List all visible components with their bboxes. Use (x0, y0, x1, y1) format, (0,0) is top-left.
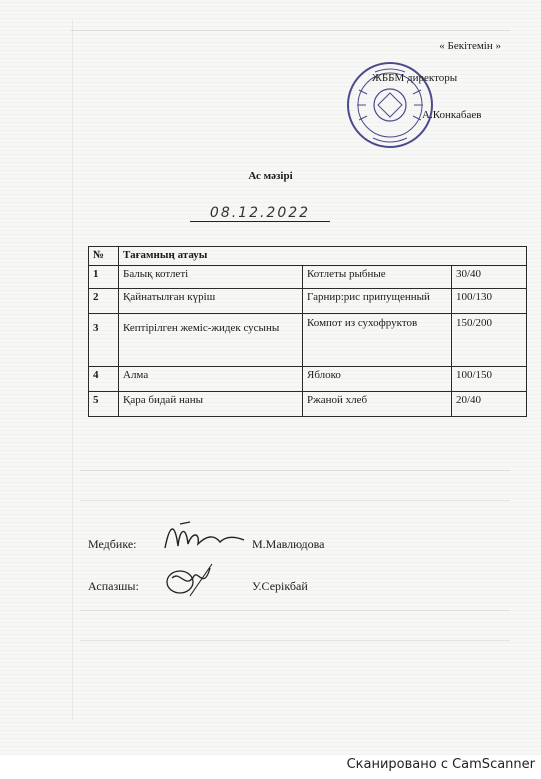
director-title: ЖББМ директоры (372, 72, 458, 84)
row-number: 3 (89, 314, 119, 367)
approve-label: « Бекітемін » (439, 40, 501, 52)
column-header-dish-name: Тағамның атауы (119, 247, 527, 266)
dish-name-kazakh: Балық котлеті (119, 266, 303, 289)
menu-table (88, 246, 527, 417)
table-row (89, 289, 527, 314)
dish-name-kazakh: Алма (119, 367, 303, 392)
menu-date: 08.12.2022 (190, 205, 330, 222)
dish-name-russian: Яблоко (303, 367, 452, 392)
nurse-name: М.Мавлюдова (252, 537, 325, 551)
portion-size: 100/150 (452, 367, 527, 392)
dish-name-russian: Ржаной хлеб (303, 392, 452, 417)
menu-title: Ас мәзірі (248, 170, 293, 182)
row-number: 5 (89, 392, 119, 417)
portion-size: 100/130 (452, 289, 527, 314)
scanner-watermark: Сканировано с CamScanner (346, 757, 535, 772)
nurse-signature-icon (160, 518, 250, 558)
row-number: 4 (89, 367, 119, 392)
dish-name-russian: Котлеты рыбные (303, 266, 452, 289)
dish-name-russian: Гарнир:рис припущенный (303, 289, 452, 314)
cook-name: У.Серікбай (252, 579, 308, 593)
table-row (89, 392, 527, 417)
row-number: 1 (89, 266, 119, 289)
table-header-row (89, 247, 527, 266)
portion-size: 20/40 (452, 392, 527, 417)
nurse-label: Медбике: (88, 537, 137, 551)
cook-label: Аспазшы: (88, 579, 139, 593)
table-row (89, 367, 527, 392)
table-row (89, 266, 527, 289)
dish-name-russian: Компот из сухофруктов (303, 314, 452, 367)
column-header-number: № (89, 247, 119, 266)
dish-name-kazakh: Кептірілген жеміс-жидек сусыны (119, 314, 303, 367)
table-row (89, 314, 527, 367)
director-name: А.Конкабаев (422, 109, 482, 121)
row-number: 2 (89, 289, 119, 314)
cook-signature-icon (160, 560, 220, 600)
portion-size: 150/200 (452, 314, 527, 367)
dish-name-kazakh: Қара бидай наны (119, 392, 303, 417)
portion-size: 30/40 (452, 266, 527, 289)
scanner-footer (0, 755, 541, 779)
dish-name-kazakh: Қайнатылған күріш (119, 289, 303, 314)
